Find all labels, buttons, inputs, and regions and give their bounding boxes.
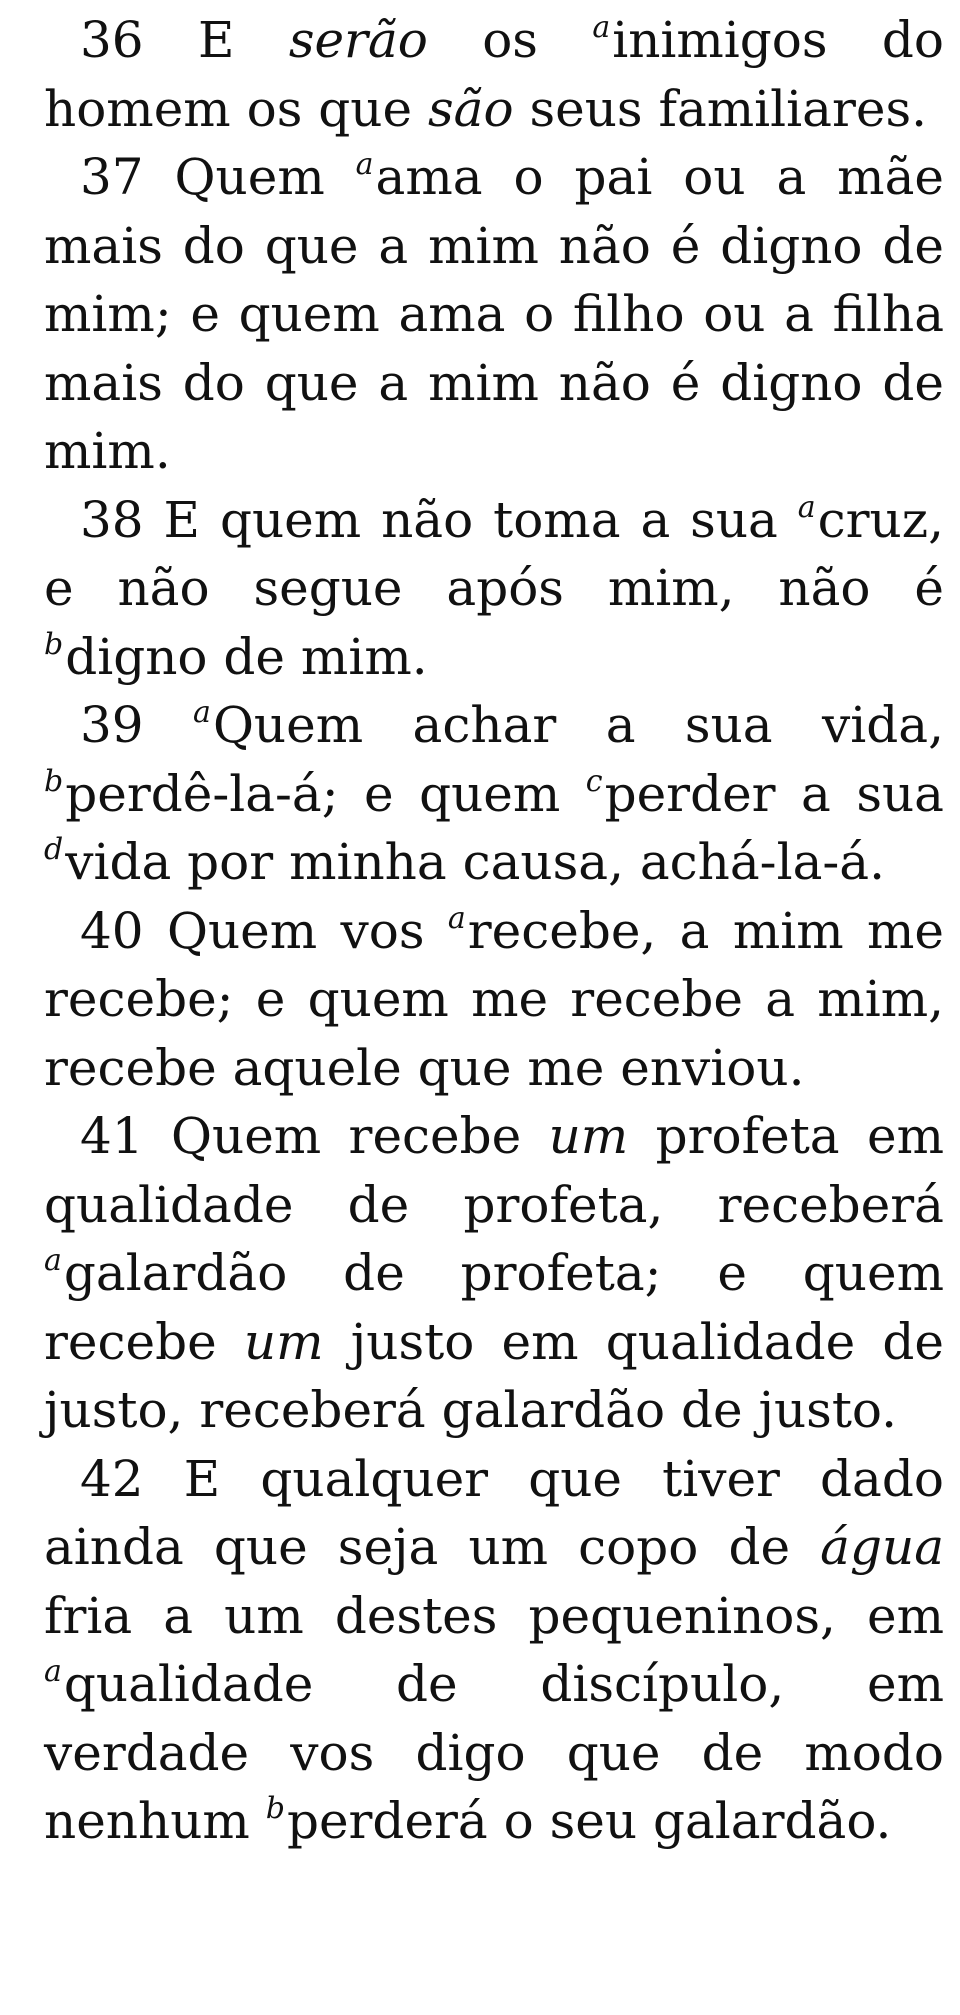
verse-text: vida por minha causa, achá-la-á. xyxy=(65,833,885,891)
verse-text: E qualquer que tiver dado ainda que seja um copo de xyxy=(44,1449,944,1576)
footnote-marker[interactable]: d xyxy=(44,832,64,867)
footnote-marker[interactable]: a xyxy=(355,147,374,182)
verse-text: profeta em qualidade de profeta, receberá xyxy=(44,1107,944,1234)
verse-number: 39 xyxy=(80,696,144,754)
verse-text: E xyxy=(197,11,289,69)
verse-text: cruz, e não segue após mim, não é xyxy=(44,490,944,617)
verse-text: digno de mim. xyxy=(65,627,428,686)
verse-text: qualidade de discípulo, em verdade vos digo que de modo nenhum xyxy=(44,1655,944,1850)
footnote-marker[interactable]: a xyxy=(592,10,611,45)
verse-text: E quem não toma a sua xyxy=(163,490,798,549)
footnote-marker[interactable]: a xyxy=(193,695,211,730)
italic-text: serão xyxy=(288,11,428,69)
verse-38 xyxy=(44,486,944,692)
verse-36 xyxy=(44,6,944,143)
footnote-marker[interactable]: a xyxy=(44,1243,62,1278)
footnote-marker[interactable]: a xyxy=(797,489,816,525)
verse-text: os xyxy=(427,11,593,69)
verse-41 xyxy=(44,1102,944,1445)
footnote-marker[interactable]: b xyxy=(44,763,64,799)
italic-text: são xyxy=(427,79,514,138)
verse-text: ama o pai ou a mãe mais do que a mim não é digno de mim; e quem ama o filho ou a filha mais do que a mim não é digno de mim. xyxy=(44,148,944,480)
verse-number: 41 xyxy=(80,1107,144,1165)
italic-text: um xyxy=(548,1107,629,1165)
verse-text: justo em qualidade de justo, receberá galardão de justo. xyxy=(44,1312,944,1439)
verse-number: 40 xyxy=(80,901,144,960)
verse-text: Quem xyxy=(174,148,356,206)
verse-text: Quem recebe xyxy=(171,1107,549,1165)
footnote-marker[interactable]: c xyxy=(585,763,603,799)
verse-39 xyxy=(44,691,944,897)
footnote-marker[interactable]: b xyxy=(44,626,64,662)
scripture-page xyxy=(44,6,944,1856)
italic-text: água xyxy=(820,1518,944,1576)
italic-text: um xyxy=(243,1312,324,1371)
verse-text: perderá o seu galardão. xyxy=(286,1792,892,1850)
verse-text: perdê-la-á; e quem xyxy=(65,764,586,823)
verse-40 xyxy=(44,897,944,1103)
verse-number: 37 xyxy=(80,148,144,206)
verse-text: inimigos do homem os que xyxy=(44,11,944,138)
verse-text: fria a um destes pequeninos, em xyxy=(44,1586,944,1645)
verse-37 xyxy=(44,143,944,486)
verse-number: 38 xyxy=(80,490,144,549)
footnote-marker[interactable]: b xyxy=(265,1791,285,1826)
verse-text: Quem achar a sua vida, xyxy=(212,696,944,754)
verse-text: seus familiares. xyxy=(513,79,927,138)
verse-text: recebe, a mim me recebe; e quem me recebe a mim, recebe aquele que me enviou. xyxy=(44,901,944,1097)
verse-number: 36 xyxy=(80,11,144,69)
verse-42 xyxy=(44,1445,944,1856)
verse-text: Quem vos xyxy=(166,901,448,960)
footnote-marker[interactable]: a xyxy=(447,900,466,936)
verse-number: 42 xyxy=(80,1449,144,1508)
verse-text: perder a sua xyxy=(604,764,944,823)
verse-text: galardão de profeta; e quem recebe xyxy=(44,1244,944,1371)
footnote-marker[interactable]: a xyxy=(44,1654,62,1689)
